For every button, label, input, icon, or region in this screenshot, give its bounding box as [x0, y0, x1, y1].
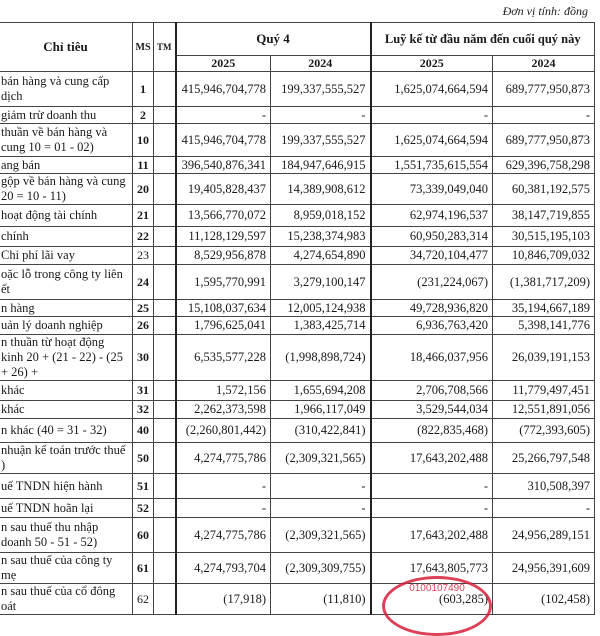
row-ytd-2025: 1,551,735,615,554 [371, 157, 493, 174]
row-q4-2024: (2,309,321,565) [271, 443, 371, 474]
row-q4-2024: 15,238,374,983 [271, 227, 371, 247]
row-q4-2024: - [271, 499, 371, 518]
row-q4-2025: 415,946,704,778 [176, 124, 271, 157]
row-ms: 10 [133, 124, 154, 157]
row-ytd-2025: 60,950,283,314 [371, 227, 493, 247]
row-label: oặc lỗ trong công ty liên ết [0, 265, 133, 300]
table-row [0, 474, 595, 499]
row-q4-2024: 199,337,555,527 [271, 72, 371, 107]
row-q4-2024: (11,810) [271, 584, 371, 615]
row-q4-2025: 4,274,775,786 [176, 518, 271, 553]
table-row [0, 419, 595, 443]
header-quarter: Quý 4 [176, 23, 371, 56]
row-label: khác [0, 381, 133, 401]
row-q4-2025: 1,572,156 [176, 381, 271, 401]
table-row [0, 174, 595, 205]
row-ytd-2025: (822,835,468) [371, 419, 493, 443]
row-tm [154, 584, 176, 615]
row-ytd-2025: - [371, 107, 493, 124]
row-ytd-2024: 24,956,391,609 [493, 553, 595, 584]
row-label: Chi phí lãi vay [0, 247, 133, 265]
header-ytd-2025: 2025 [371, 56, 493, 72]
row-ms: 32 [133, 401, 154, 419]
row-ytd-2024: (1,381,717,209) [493, 265, 595, 300]
row-ytd-2024: 5,398,141,776 [493, 317, 595, 335]
table-row [0, 205, 595, 227]
header-tm: TM [154, 23, 176, 72]
row-tm [154, 124, 176, 157]
row-ytd-2025: 18,466,037,956 [371, 335, 493, 381]
row-tm [154, 265, 176, 300]
row-q4-2024: 184,947,646,915 [271, 157, 371, 174]
row-ytd-2024: 11,779,497,451 [493, 381, 595, 401]
row-ms: 25 [133, 300, 154, 317]
row-ytd-2025: 2,706,708,566 [371, 381, 493, 401]
table-row [0, 553, 595, 584]
row-label: giảm trừ doanh thu [0, 107, 133, 124]
row-ms: 23 [133, 247, 154, 265]
row-tm [154, 335, 176, 381]
row-tm [154, 401, 176, 419]
row-label: bán hàng và cung cấp dịch [0, 72, 133, 107]
income-statement-table [0, 22, 595, 615]
row-q4-2024: (2,309,309,755) [271, 553, 371, 584]
row-q4-2024: 1,966,117,049 [271, 401, 371, 419]
row-label: uế TNDN hiện hành [0, 474, 133, 499]
row-q4-2024: 1,655,694,208 [271, 381, 371, 401]
table-row [0, 317, 595, 335]
table-row [0, 265, 595, 300]
row-q4-2024: 3,279,100,147 [271, 265, 371, 300]
row-tm [154, 107, 176, 124]
header-ms: MS [133, 23, 154, 72]
row-ytd-2025: - [371, 474, 493, 499]
header-q-2025: 2025 [176, 56, 271, 72]
table-row [0, 227, 595, 247]
row-ytd-2024: 38,147,719,855 [493, 205, 595, 227]
row-ytd-2024: 30,515,195,103 [493, 227, 595, 247]
row-ytd-2024: 689,777,950,873 [493, 124, 595, 157]
row-label: n sau thuế của công ty mẹ [0, 553, 133, 584]
row-ms: 11 [133, 157, 154, 174]
row-ms: 40 [133, 419, 154, 443]
table-row [0, 443, 595, 474]
row-ytd-2025: 62,974,196,537 [371, 205, 493, 227]
row-tm [154, 247, 176, 265]
row-ytd-2025: 34,720,104,477 [371, 247, 493, 265]
row-label: thuần về bán hàng và cung 10 = 01 - 02) [0, 124, 133, 157]
table-row [0, 107, 595, 124]
row-ytd-2025: 1,625,074,664,594 [371, 72, 493, 107]
row-ms: 22 [133, 227, 154, 247]
row-ytd-2025: 6,936,763,420 [371, 317, 493, 335]
header-ytd-2024: 2024 [493, 56, 595, 72]
row-ytd-2024: 26,039,191,153 [493, 335, 595, 381]
row-q4-2024: 14,389,908,612 [271, 174, 371, 205]
row-ms: 1 [133, 72, 154, 107]
row-tm [154, 317, 176, 335]
row-label: gộp về bán hàng và cung 20 = 10 - 11) [0, 174, 133, 205]
row-label: n sau thuế của cổ đông oát [0, 584, 133, 615]
row-label: n sau thuế thu nhập doanh 50 - 51 - 52) [0, 518, 133, 553]
row-ms: 60 [133, 518, 154, 553]
row-q4-2025: 13,566,770,072 [176, 205, 271, 227]
header-chi-tieu: Chỉ tiêu [0, 23, 133, 72]
row-q4-2025: 396,540,876,341 [176, 157, 271, 174]
row-tm [154, 553, 176, 584]
unit-note: Đơn vị tính: đồng [502, 4, 588, 18]
row-ms: 21 [133, 205, 154, 227]
row-tm [154, 474, 176, 499]
row-label: n khác (40 = 31 - 32) [0, 419, 133, 443]
row-q4-2025: 8,529,956,878 [176, 247, 271, 265]
row-tm [154, 443, 176, 474]
row-tm [154, 499, 176, 518]
row-q4-2025: 11,128,129,597 [176, 227, 271, 247]
header-q-2024: 2024 [271, 56, 371, 72]
table-row [0, 401, 595, 419]
row-ytd-2024: 12,551,891,056 [493, 401, 595, 419]
row-ytd-2024: 35,194,667,189 [493, 300, 595, 317]
row-ytd-2025: 17,643,202,488 [371, 443, 493, 474]
row-ms: 62 [133, 584, 154, 615]
row-ms: 26 [133, 317, 154, 335]
row-q4-2024: - [271, 107, 371, 124]
row-q4-2024: (310,422,841) [271, 419, 371, 443]
row-label: nhuận kế toán trước thuế ) [0, 443, 133, 474]
row-q4-2025: 6,535,577,228 [176, 335, 271, 381]
row-tm [154, 227, 176, 247]
row-tm [154, 174, 176, 205]
row-tm [154, 205, 176, 227]
table-row [0, 124, 595, 157]
row-tm [154, 72, 176, 107]
row-ytd-2025: (231,224,067) [371, 265, 493, 300]
row-q4-2025: - [176, 499, 271, 518]
row-ytd-2024: 25,266,797,548 [493, 443, 595, 474]
row-q4-2024: (2,309,321,565) [271, 518, 371, 553]
row-q4-2025: 4,274,775,786 [176, 443, 271, 474]
row-ytd-2024: 10,846,709,032 [493, 247, 595, 265]
table-row [0, 247, 595, 265]
row-q4-2025: 15,108,037,634 [176, 300, 271, 317]
row-q4-2024: 8,959,018,152 [271, 205, 371, 227]
row-ytd-2024: - [493, 107, 595, 124]
row-ms: 2 [133, 107, 154, 124]
row-ms: 30 [133, 335, 154, 381]
row-label: n thuần từ hoạt động kinh 20 + (21 - 22) - (25 + 26) + [0, 335, 133, 381]
row-q4-2025: 19,405,828,437 [176, 174, 271, 205]
company-stamp: 0100107490 [382, 576, 492, 636]
row-q4-2024: - [271, 474, 371, 499]
table-row [0, 157, 595, 174]
table-row [0, 300, 595, 317]
row-q4-2025: (2,260,801,442) [176, 419, 271, 443]
row-label: ang bán [0, 157, 133, 174]
row-ytd-2024: - [493, 499, 595, 518]
row-q4-2024: 1,383,425,714 [271, 317, 371, 335]
row-label: hoạt động tài chính [0, 205, 133, 227]
row-label: uản lý doanh nghiệp [0, 317, 133, 335]
row-ms: 61 [133, 553, 154, 584]
row-ytd-2025: - [371, 499, 493, 518]
row-q4-2024: 4,274,654,890 [271, 247, 371, 265]
row-q4-2024: (1,998,898,724) [271, 335, 371, 381]
table-row [0, 518, 595, 553]
row-q4-2025: 1,595,770,991 [176, 265, 271, 300]
row-tm [154, 157, 176, 174]
row-ms: 51 [133, 474, 154, 499]
row-ms: 20 [133, 174, 154, 205]
row-ms: 24 [133, 265, 154, 300]
row-ytd-2025: 73,339,049,040 [371, 174, 493, 205]
table-row [0, 499, 595, 518]
row-tm [154, 381, 176, 401]
row-ms: 52 [133, 499, 154, 518]
row-q4-2025: - [176, 107, 271, 124]
row-ytd-2024: 310,508,397 [493, 474, 595, 499]
row-ytd-2024: 689,777,950,873 [493, 72, 595, 107]
row-tm [154, 300, 176, 317]
row-ytd-2025: 1,625,074,664,594 [371, 124, 493, 157]
row-ytd-2025: 17,643,805,773 [371, 553, 493, 584]
row-label: uế TNDN hoãn lại [0, 499, 133, 518]
row-q4-2024: 12,005,124,938 [271, 300, 371, 317]
row-q4-2025: - [176, 474, 271, 499]
row-label: khác [0, 401, 133, 419]
row-q4-2025: (17,918) [176, 584, 271, 615]
row-ytd-2024: 60,381,192,575 [493, 174, 595, 205]
row-ytd-2025: 3,529,544,034 [371, 401, 493, 419]
row-ms: 31 [133, 381, 154, 401]
row-ms: 50 [133, 443, 154, 474]
row-q4-2025: 2,262,373,598 [176, 401, 271, 419]
table-row [0, 335, 595, 381]
row-ytd-2024: (102,458) [493, 584, 595, 615]
row-ytd-2025: (603,285) [371, 584, 493, 615]
table-row [0, 584, 595, 615]
row-ytd-2025: 49,728,936,820 [371, 300, 493, 317]
header-ytd: Luỹ kế từ đầu năm đến cuối quý này [371, 23, 595, 56]
table-row [0, 381, 595, 401]
row-q4-2024: 199,337,555,527 [271, 124, 371, 157]
table-row [0, 72, 595, 107]
row-ytd-2024: 629,396,758,298 [493, 157, 595, 174]
row-q4-2025: 415,946,704,778 [176, 72, 271, 107]
row-label: n hàng [0, 300, 133, 317]
row-ytd-2024: (772,393,605) [493, 419, 595, 443]
row-label: chính [0, 227, 133, 247]
row-tm [154, 518, 176, 553]
row-q4-2025: 1,796,625,041 [176, 317, 271, 335]
row-ytd-2024: 24,956,289,151 [493, 518, 595, 553]
row-q4-2025: 4,274,793,704 [176, 553, 271, 584]
row-tm [154, 419, 176, 443]
row-ytd-2025: 17,643,202,488 [371, 518, 493, 553]
